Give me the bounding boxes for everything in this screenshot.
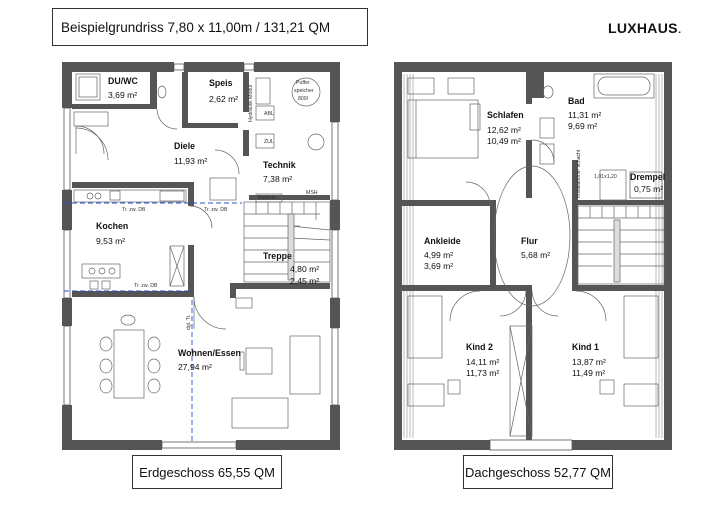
eg-kitchen-fixtures (74, 190, 186, 289)
room-name-duwc: DU/WC (108, 76, 138, 86)
note-msh: MSH (306, 190, 318, 196)
note-trzwdb-2: Tr. zw. DB (204, 207, 228, 213)
note-dgl-tr: dgl. Tr. (186, 314, 192, 330)
ground-floor-label: Erdgeschoss 65,55 QM (132, 455, 282, 489)
room-area-treppe-1: 4,80 m² (290, 264, 320, 274)
room-area-schlafen-2: 10,49 m² (487, 136, 521, 146)
eg-windows (64, 64, 338, 448)
note-abl: ABL (264, 111, 274, 117)
room-area-flur: 5,68 m² (521, 250, 551, 260)
luxhaus-logo: LUXHAUS. (608, 20, 682, 36)
attic-floor-label: Dachgeschoss 52,77 QM (463, 455, 613, 489)
note-hydraulik: Hydraulik Modul (248, 84, 254, 122)
note-trzwdb-1: Tr. zw. DB (122, 207, 146, 213)
note-speicher: speicher (294, 88, 314, 94)
room-area-duwc: 3,69 m² (108, 90, 138, 100)
dg-bedroom-furniture (408, 78, 490, 206)
room-area-kind2-2: 11,73 m² (466, 368, 500, 378)
room-area-kind2-1: 14,11 m² (466, 357, 500, 367)
note-zul: ZUL (264, 139, 274, 145)
room-area-kind1-2: 11,49 m² (572, 368, 606, 378)
note-dusche: 1,01x1,20 (594, 174, 617, 180)
room-area-schlafen-1: 12,62 m² (487, 125, 521, 135)
room-area-ankleide-2: 3,69 m² (424, 261, 454, 271)
room-area-wohnen: 27,94 m² (178, 362, 212, 372)
note-schacht: Installations- schacht (576, 149, 582, 198)
room-name-diele: Diele (174, 141, 196, 151)
room-name-kind2: Kind 2 (466, 342, 493, 352)
plan-title: Beispielgrundriss 7,80 x 11,00m / 131,21 QM (52, 8, 368, 46)
dg-stairs (578, 206, 664, 284)
room-area-bad-1: 11,31 m² (568, 110, 602, 120)
ground-floor-plan (62, 62, 340, 450)
room-name-treppe: Treppe (263, 251, 292, 261)
room-area-technik: 7,38 m² (263, 174, 293, 184)
room-area-kind1-1: 13,87 m² (572, 357, 606, 367)
note-trzwdb-3: Tr. zw. DB (134, 283, 158, 289)
room-name-drempel: Drempel (630, 172, 666, 182)
room-area-kochen: 9,53 m² (96, 236, 126, 246)
room-area-bad-2: 9,69 m² (568, 121, 598, 131)
room-name-bad: Bad (568, 96, 585, 106)
room-name-kochen: Kochen (96, 221, 129, 231)
room-area-ankleide-1: 4,99 m² (424, 250, 454, 260)
room-name-ankleide: Ankleide (424, 236, 461, 246)
dg-kids-furniture (408, 291, 658, 406)
eg-outer-walls (62, 62, 340, 450)
note-batterie: Batterie (258, 195, 276, 201)
room-name-wohnen: Wohnen/Essen (178, 348, 241, 358)
room-area-diele: 11,93 m² (174, 156, 208, 166)
room-name-technik: Technik (263, 160, 296, 170)
eg-beam-lines (64, 203, 242, 442)
room-name-kind1: Kind 1 (572, 342, 599, 352)
room-name-schlafen: Schlafen (487, 110, 524, 120)
note-puffer: Puffer (296, 80, 310, 86)
room-area-treppe-2: 2,45 m² (290, 276, 320, 286)
room-name-speis: Speis (209, 78, 233, 88)
note-liters: 800l (298, 96, 308, 102)
attic-floor-plan (394, 62, 672, 450)
room-area-speis: 2,62 m² (209, 94, 239, 104)
room-area-drempel: 0,75 m² (634, 184, 664, 194)
room-name-flur: Flur (521, 236, 538, 246)
